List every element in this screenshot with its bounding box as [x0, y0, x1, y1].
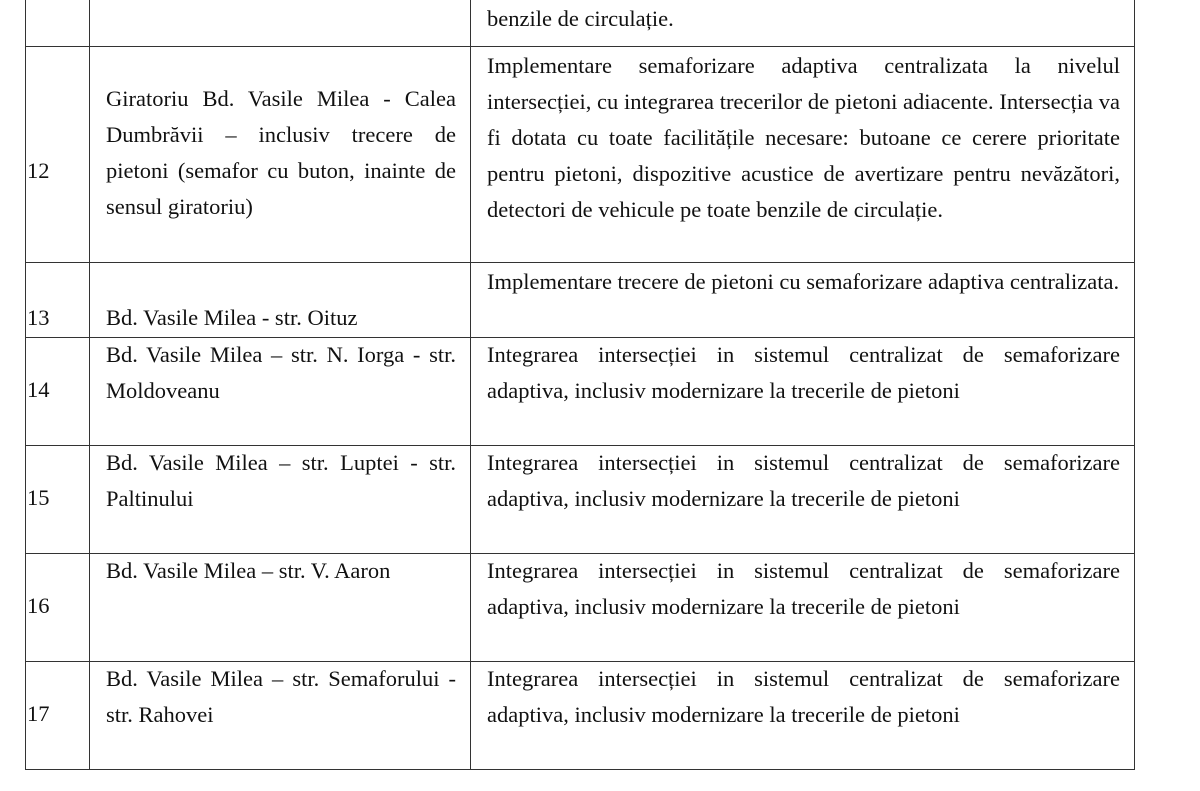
table-row — [25, 553, 1135, 661]
location-text: Giratoriu Bd. Vasile Milea - Calea Dumbrăvii – inclusiv trecere de pietoni (semafor cu buton, inainte de sensul giratoriu) — [106, 86, 456, 219]
cell-description — [470, 47, 1135, 262]
description-text: Integrarea intersecției in sistemul centralizat de semaforizare adaptiva, inclusiv modernizare la trecerile de pietoni — [487, 666, 1120, 727]
row-number: 13 — [27, 305, 50, 330]
table-row — [25, 445, 1135, 553]
cell-description — [470, 0, 1135, 46]
row-number: 17 — [27, 701, 50, 726]
cell-location — [89, 47, 470, 262]
description-text: Implementare trecere de pietoni cu semaforizare adaptiva centralizata. — [487, 269, 1120, 294]
cell-number — [25, 662, 89, 769]
table-row — [25, 46, 1135, 262]
cell-description — [470, 554, 1135, 661]
table-row — [25, 661, 1135, 769]
row-number: 14 — [27, 377, 50, 402]
description-text: Integrarea intersecției in sistemul centralizat de semaforizare adaptiva, inclusiv modernizare la trecerile de pietoni — [487, 342, 1120, 403]
cell-location — [89, 263, 470, 337]
row-number: 12 — [27, 158, 50, 183]
cell-location — [89, 554, 470, 661]
table-bottom-border — [25, 769, 1135, 770]
cell-description — [470, 263, 1135, 337]
cell-number — [25, 554, 89, 661]
cell-location — [89, 662, 470, 769]
cell-number — [25, 47, 89, 262]
table-row — [25, 0, 1135, 46]
cell-number — [25, 446, 89, 553]
cell-description — [470, 338, 1135, 445]
cell-location — [89, 446, 470, 553]
location-text: Bd. Vasile Milea – str. N. Iorga - str. Moldoveanu — [106, 342, 456, 403]
description-text: Implementare semaforizare adaptiva centralizata la nivelul intersecției, cu integrarea trecerilor de pietoni adiacente. Intersecția va fi dotata cu toate facilitățile necesare: butoane ce cerere prioritate pentru pietoni, dispozitive acustice de avertizare pentru nevăzători, detectori de vehicule pe toate benzile de circulație. — [487, 53, 1120, 222]
table-row — [25, 262, 1135, 337]
cell-number — [25, 263, 89, 337]
cell-location — [89, 338, 470, 445]
cell-number — [25, 0, 89, 46]
cell-description — [470, 446, 1135, 553]
location-text: Bd. Vasile Milea – str. Semaforului - str. Rahovei — [106, 666, 456, 727]
cell-location — [89, 0, 470, 46]
location-text: Bd. Vasile Milea – str. Luptei - str. Paltinului — [106, 450, 456, 511]
description-text: benzile de circulație. — [487, 6, 674, 31]
description-text: Integrarea intersecției in sistemul centralizat de semaforizare adaptiva, inclusiv modernizare la trecerile de pietoni — [487, 450, 1120, 511]
table-row — [25, 337, 1135, 445]
row-number: 16 — [27, 593, 50, 618]
cell-description — [470, 662, 1135, 769]
cell-number — [25, 338, 89, 445]
row-number: 15 — [27, 485, 50, 510]
location-text: Bd. Vasile Milea - str. Oituz — [106, 305, 358, 330]
location-text: Bd. Vasile Milea – str. V. Aaron — [106, 558, 391, 583]
description-text: Integrarea intersecției in sistemul centralizat de semaforizare adaptiva, inclusiv modernizare la trecerile de pietoni — [487, 558, 1120, 619]
